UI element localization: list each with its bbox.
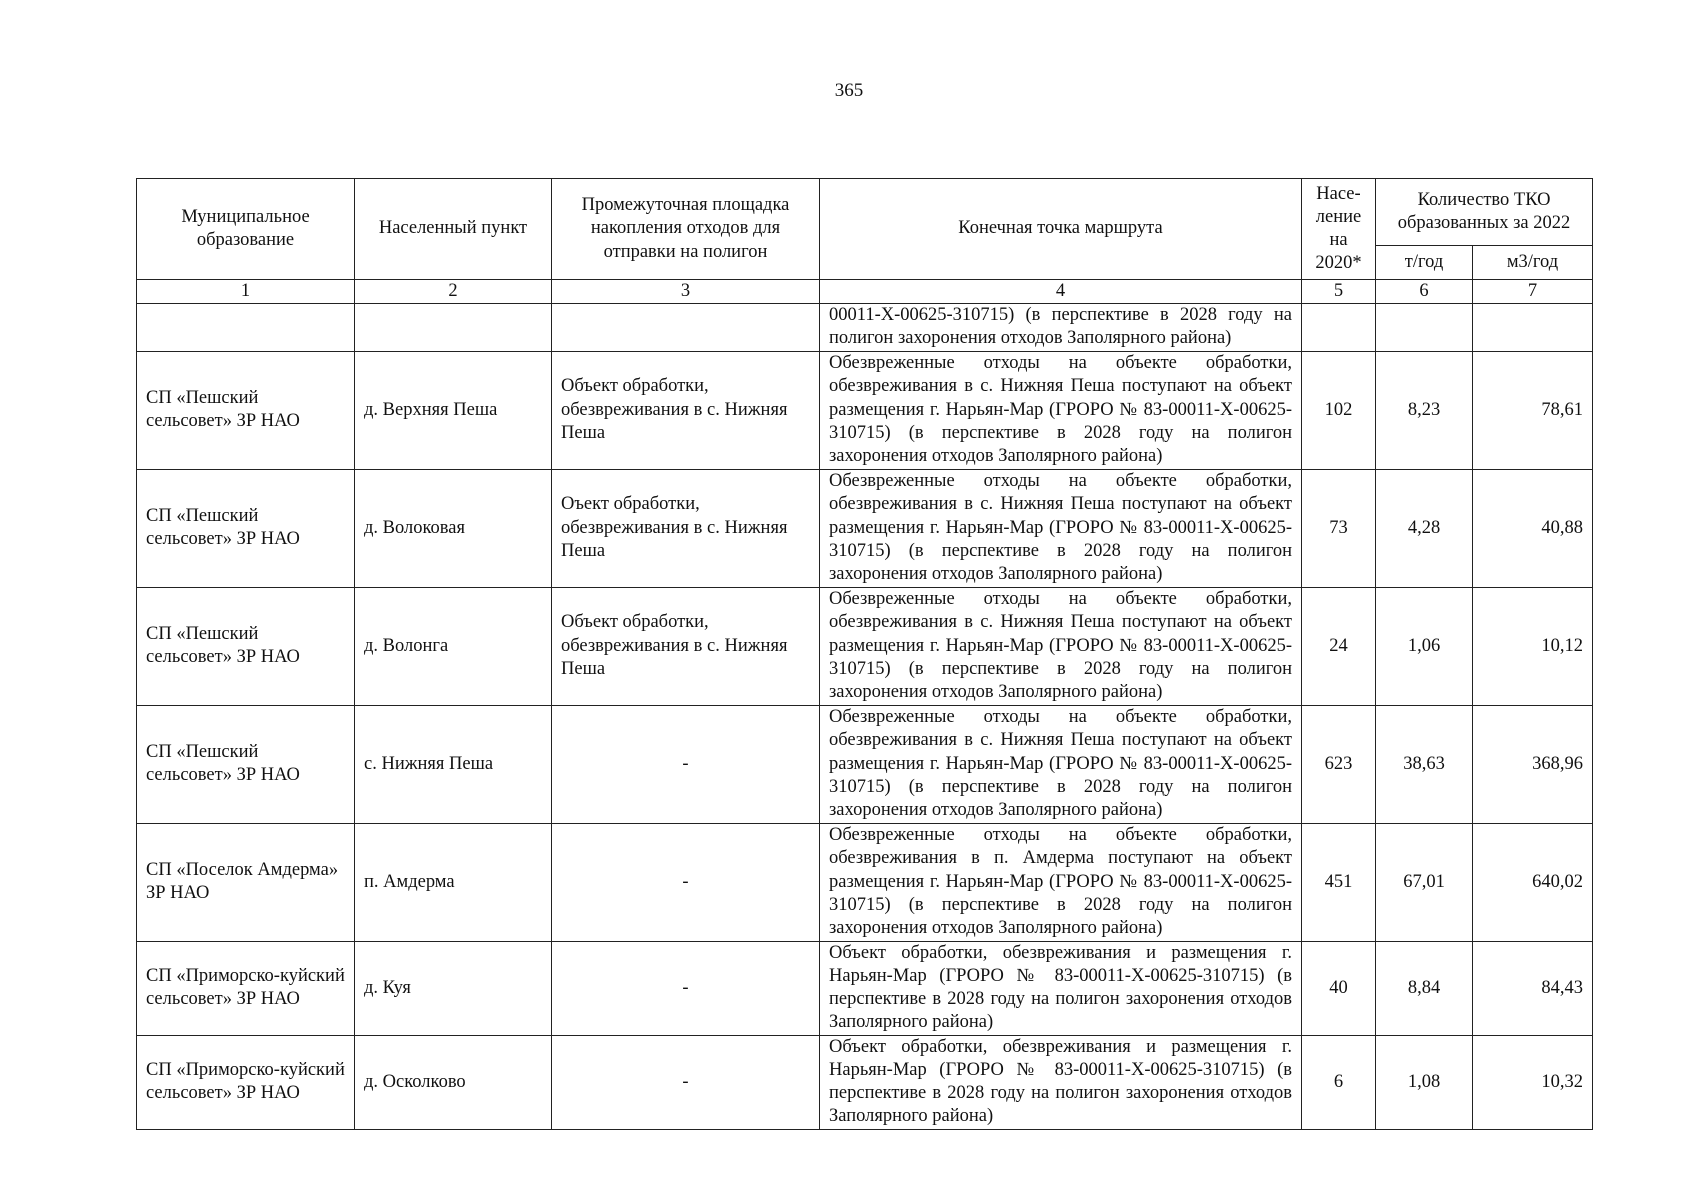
tonnes-cell: 8,84 xyxy=(1376,941,1473,1035)
column-number-row xyxy=(137,280,1593,304)
municipality-cell: СП «Приморско-куйский сельсовет» ЗР НАО xyxy=(137,941,355,1035)
column-number: 6 xyxy=(1376,280,1473,304)
population-cell: 40 xyxy=(1302,941,1376,1035)
table-row xyxy=(137,1035,1593,1129)
tonnes-cell: 4,28 xyxy=(1376,469,1473,587)
header-intermediate-site: Промежуточная площадка накопления отходов для отправки на полигон xyxy=(552,179,820,280)
municipality-cell: СП «Приморско-куйский сельсовет» ЗР НАО xyxy=(137,1035,355,1129)
empty-cell xyxy=(137,304,355,351)
tonnes-cell: 8,23 xyxy=(1376,351,1473,469)
route-endpoint-cell: Обезвреженные отходы на объекте обработки, обезвреживания в с. Нижняя Пеша поступают на объект размещения г. Нарьян-Мар (ГРОРО № 83-00011-Х-00625-310715) (в перспективе в 2028 году на полигон захоронения отходов Заполярного района) xyxy=(820,705,1302,823)
table-row xyxy=(137,941,1593,1035)
empty-cell xyxy=(1473,304,1593,351)
m3-cell: 640,02 xyxy=(1473,823,1593,941)
table-row xyxy=(137,469,1593,587)
intermediate-site-cell: Объект обработки, обезвреживания в с. Нижняя Пеша xyxy=(552,351,820,469)
m3-cell: 10,32 xyxy=(1473,1035,1593,1129)
intermediate-site-cell: - xyxy=(552,823,820,941)
intermediate-site-cell: - xyxy=(552,705,820,823)
intermediate-site-cell: Объект обработки, обезвреживания в с. Нижняя Пеша xyxy=(552,587,820,705)
population-cell: 451 xyxy=(1302,823,1376,941)
settlement-cell: д. Верхняя Пеша xyxy=(355,351,552,469)
column-number: 7 xyxy=(1473,280,1593,304)
column-number: 3 xyxy=(552,280,820,304)
empty-cell xyxy=(355,304,552,351)
header-route-endpoint: Конечная точка маршрута xyxy=(820,179,1302,280)
settlement-cell: д. Волонга xyxy=(355,587,552,705)
settlement-cell: п. Амдерма xyxy=(355,823,552,941)
population-cell: 623 xyxy=(1302,705,1376,823)
page-number: 365 xyxy=(834,80,864,101)
settlement-cell: д. Волоковая xyxy=(355,469,552,587)
route-endpoint-cell: Обезвреженные отходы на объекте обработки, обезвреживания в с. Нижняя Пеша поступают на объект размещения г. Нарьян-Мар (ГРОРО № 83-00011-Х-00625-310715) (в перспективе в 2028 году на полигон захоронения отходов Заполярного района) xyxy=(820,469,1302,587)
settlement-cell: д. Осколково xyxy=(355,1035,552,1129)
header-m3-per-year: м3/год xyxy=(1473,246,1593,280)
intermediate-site-cell: Оъект обработки, обезвреживания в с. Нижняя Пеша xyxy=(552,469,820,587)
header-waste-amount: Количество ТКО образованных за 2022 xyxy=(1376,179,1593,246)
tonnes-cell: 38,63 xyxy=(1376,705,1473,823)
column-number: 5 xyxy=(1302,280,1376,304)
column-number: 4 xyxy=(820,280,1302,304)
table-row xyxy=(137,351,1593,469)
population-cell: 24 xyxy=(1302,587,1376,705)
municipality-cell: СП «Пешский сельсовет» ЗР НАО xyxy=(137,469,355,587)
continuation-row xyxy=(137,304,1593,351)
population-cell: 73 xyxy=(1302,469,1376,587)
tonnes-cell: 1,08 xyxy=(1376,1035,1473,1129)
municipality-cell: СП «Пешский сельсовет» ЗР НАО xyxy=(137,705,355,823)
table-row xyxy=(137,705,1593,823)
m3-cell: 40,88 xyxy=(1473,469,1593,587)
column-number: 2 xyxy=(355,280,552,304)
route-endpoint-cell: Обезвреженные отходы на объекте обработки, обезвреживания в с. Нижняя Пеша поступают на объект размещения г. Нарьян-Мар (ГРОРО № 83-00011-Х-00625-310715) (в перспективе в 2028 году на полигон захоронения отходов Заполярного района) xyxy=(820,351,1302,469)
column-number: 1 xyxy=(137,280,355,304)
municipality-cell: СП «Пешский сельсовет» ЗР НАО xyxy=(137,587,355,705)
settlement-cell: с. Нижняя Пеша xyxy=(355,705,552,823)
population-cell: 6 xyxy=(1302,1035,1376,1129)
header-municipality: Муниципальное образование xyxy=(137,179,355,280)
header-population: Насе-ление на 2020* xyxy=(1302,179,1376,280)
m3-cell: 84,43 xyxy=(1473,941,1593,1035)
header-settlement: Населенный пункт xyxy=(355,179,552,280)
route-endpoint-cell: Обезвреженные отходы на объекте обработки, обезвреживания в п. Амдерма поступают на объект размещения г. Нарьян-Мар (ГРОРО № 83-00011-Х-00625-310715) (в перспективе в 2028 году на полигон захоронения отходов Заполярного района) xyxy=(820,823,1302,941)
intermediate-site-cell: - xyxy=(552,941,820,1035)
empty-cell xyxy=(1376,304,1473,351)
route-endpoint-cell: Объект обработки, обезвреживания и размещения г. Нарьян-Мар (ГРОРО № 83-00011-Х-00625-310715) (в перспективе в 2028 году на полигон захоронения отходов Заполярного района) xyxy=(820,1035,1302,1129)
municipality-cell: СП «Поселок Амдерма» ЗР НАО xyxy=(137,823,355,941)
route-endpoint-cell: Объект обработки, обезвреживания и размещения г. Нарьян-Мар (ГРОРО № 83-00011-Х-00625-310715) (в перспективе в 2028 году на полигон захоронения отходов Заполярного района) xyxy=(820,941,1302,1035)
m3-cell: 368,96 xyxy=(1473,705,1593,823)
waste-route-table xyxy=(136,178,1593,1130)
header-row xyxy=(137,179,1593,246)
empty-cell xyxy=(1302,304,1376,351)
intermediate-site-cell: - xyxy=(552,1035,820,1129)
header-tonnes-per-year: т/год xyxy=(1376,246,1473,280)
m3-cell: 10,12 xyxy=(1473,587,1593,705)
continuation-text: 00011-Х-00625-310715) (в перспективе в 2028 году на полигон захоронения отходов Заполярного района) xyxy=(820,304,1302,351)
municipality-cell: СП «Пешский сельсовет» ЗР НАО xyxy=(137,351,355,469)
tonnes-cell: 1,06 xyxy=(1376,587,1473,705)
tonnes-cell: 67,01 xyxy=(1376,823,1473,941)
m3-cell: 78,61 xyxy=(1473,351,1593,469)
table-row xyxy=(137,587,1593,705)
settlement-cell: д. Куя xyxy=(355,941,552,1035)
route-endpoint-cell: Обезвреженные отходы на объекте обработки, обезвреживания в с. Нижняя Пеша поступают на объект размещения г. Нарьян-Мар (ГРОРО № 83-00011-Х-00625-310715) (в перспективе в 2028 году на полигон захоронения отходов Заполярного района) xyxy=(820,587,1302,705)
table-row xyxy=(137,823,1593,941)
empty-cell xyxy=(552,304,820,351)
population-cell: 102 xyxy=(1302,351,1376,469)
